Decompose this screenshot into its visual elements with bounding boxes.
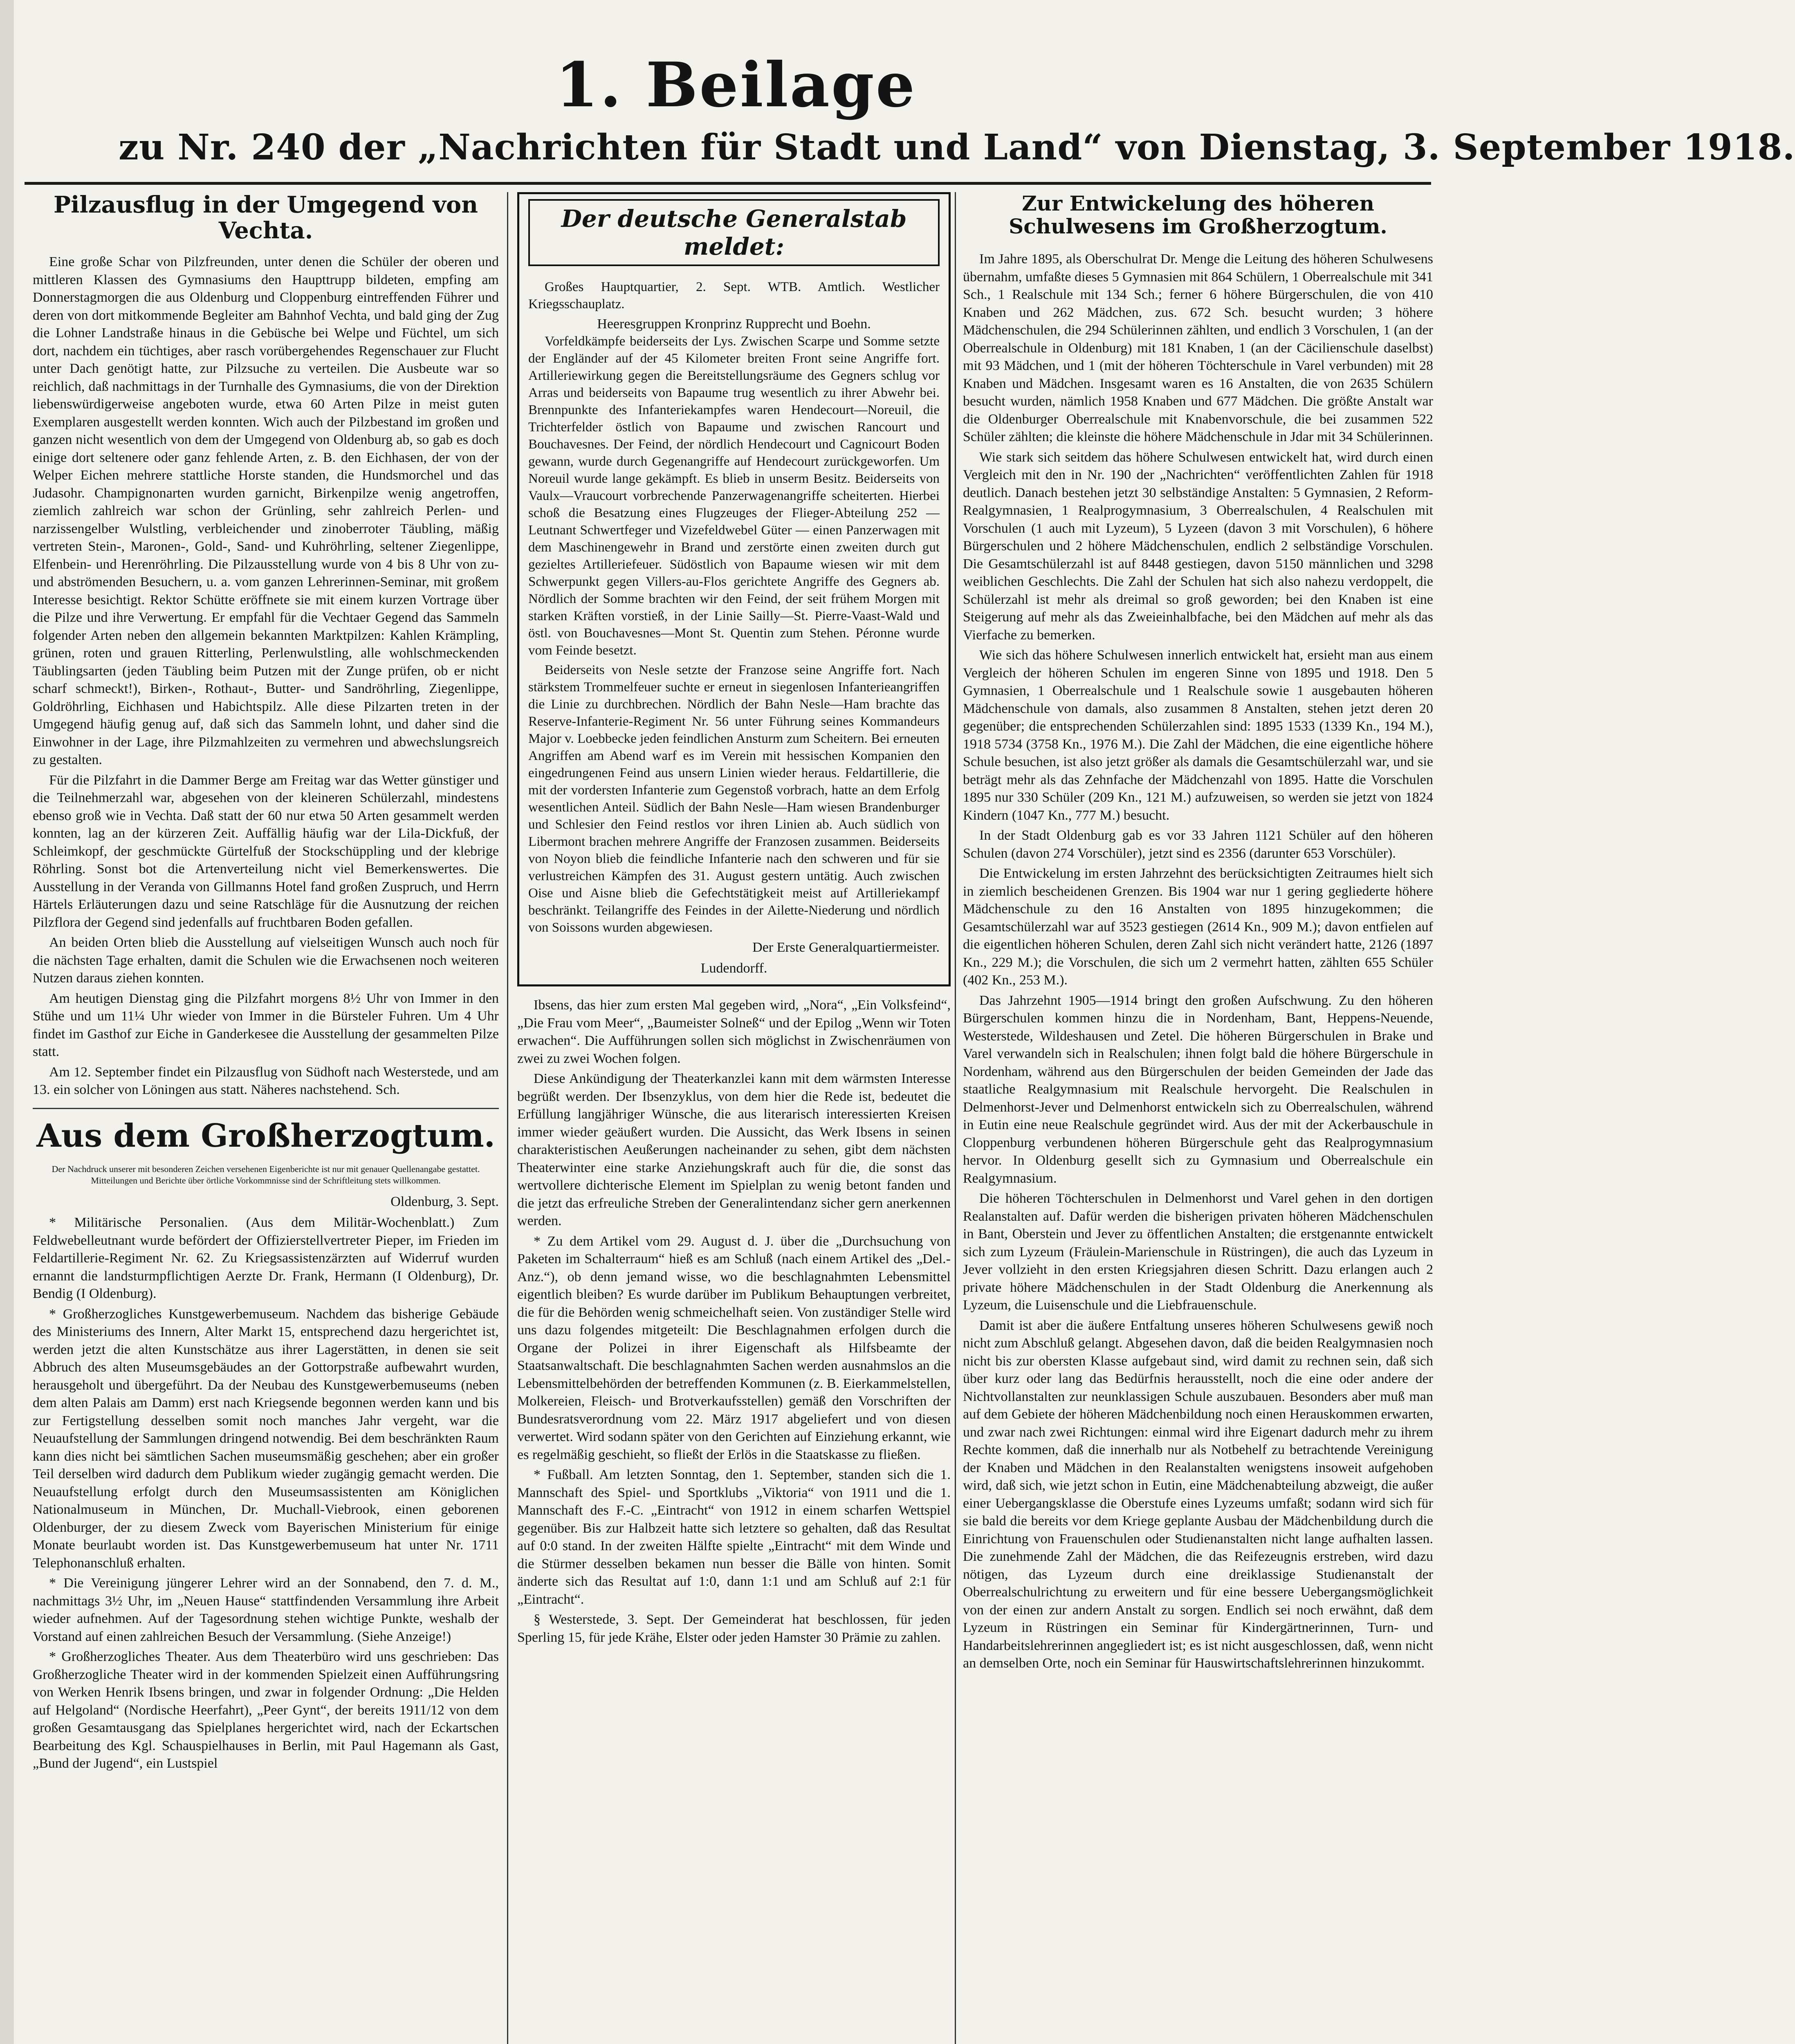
report-title: Der deutsche Generalstab meldet: bbox=[528, 199, 940, 266]
report-paragraph: Großes Hauptquartier, 2. Sept. WTB. Amtlich. Westlicher Kriegsschauplatz. bbox=[528, 280, 940, 312]
article-paragraph: Im Jahre 1895, als Oberschulrat Dr. Menge die Leitung des höheren Schulwesens übernahm, umfaßte dieses 5 Gymnasien mit 864 Schülern, 1 Oberrealschule mit 341 Sch., 1 Realschule mit 134 Sch.; ferner 6 höhere Bürgerschulen, die von 410 Knaben und 262 Mädchen, zus. 672 Sch. besucht wurden; 3 höhere Mädchenschulen, die 294 Schülerinnen zählten, und endlich 3 Vorschulen, 1 (an der Oberrealschule in Oldenburg) mit 181 Knaben, 1 (an der Cäcilienschule daselbst) mit 93 Mädchen, und 1 (mit der höheren Töchterschule in Varel verbunden) mit 28 Knaben und Mädchen. Insgesamt waren es 16 Anstalten, die von 2635 Schülern besucht wurden, nämlich 1958 Knaben und 677 Mädchen. Die größte Anstalt war die Oldenburger Oberrealschule mit Knabenvorschule, die bei zusammen 522 Schüler zählten; die kleinste die höhere Mädchenschule in Jdar mit 34 Schülerinnen. bbox=[963, 251, 1433, 444]
report-paragraph: Beiderseits von Nesle setzte der Franzose seine Angriffe fort. Nach stärkstem Trommelfeuer suchte er erneut in siegenlosen Infanterieangriffen die Linie zu durchbrechen. Nördlich der Bahn Nesle—Ham brachte das Reserve-Infanterie-Regiment Nr. 56 unter Führung seines Kommandeurs Major v. Loebbecke jeden feindlichen Ansturm zum Scheitern. Bei erneuten Angriffen am Abend warf es im Verein mit hessischen Kompanien den eingedrungenen Feind aus unsern Linien wieder heraus. Feldartillerie, die mit der vordersten Infanterie zum Gegenstoß vorbrach, hatte an dem Erfolg wesentlichen Anteil. Südlich der Bahn Nesle—Ham wiesen Brandenburger und Schlesier den Feind restlos vor ihren Linien ab. Auch südlich von Libermont brachen mehrere Angriffe der Franzosen zusammen. Beiderseits von Noyon blieb die feindliche Infanterie nach den schweren und für sie verlustreichen Kämpfen des 31. August gestern untätig. Auch zwischen Oise und Aisne blieb die Gefechtstätigkeit meist auf Artilleriekampf beschränkt. Teilangriffe des Feindes in der Ailette-Niederung und nördlich von Soissons wurden abgewiesen. bbox=[528, 663, 940, 935]
article-paragraph: In der Stadt Oldenburg gab es vor 33 Jahren 1121 Schüler auf den höheren Schulen (davon 274 Vorschüler), jetzt sind es 2356 (darunter 653 Vorschüler). bbox=[963, 828, 1433, 861]
column-middle bbox=[517, 192, 951, 2044]
report-signature-title: Der Erste Generalquartiermeister. bbox=[752, 940, 940, 955]
news-item: * Großherzogliches Kunstgewerbemuseum. Nachdem das bisherige Gebäude des Ministeriums des Innern, Alter Markt 15, entsprechend dazu hergerichtet ist, werden jetzt die alten Kunstschätze aus ihrer Lagerstätten, in denen sie seit Abbruch des alten Museumsgebäudes an der Gottorpstraße aufbewahrt wurden, herausgeholt und übergeführt. Da der Neubau des Kunstgewerbemuseums (neben dem alten Palais am Damm) erst nach Kriegsende begonnen werden kann und bis zur Fertigstellung desselben somit noch manches Jahr vergeht, war die Neuaufstellung der Sammlungen dringend notwendig. Bei dem beschränkten Raum kann dies nicht bei sämtlichen Sachen museumsmäßig geschehen; aber ein großer Teil derselben wird dadurch dem Publikum wieder zugängig gemacht werden. Die Neuaufstellung erfolgt durch den Museumsassistenten am Königlichen Nationalmuseum in München, Dr. Muchall-Viebrook, einen geborenen Oldenburger, der zu diesem Zweck vom Bayerischen Ministerium für einige Monate beurlaubt worden ist. Das Kunstgewerbemuseum hat unter Nr. 1711 Telephonanschluß erhalten. bbox=[33, 1306, 499, 1571]
news-item: Diese Ankündigung der Theaterkanzlei kann mit dem wärmsten Interesse begrüßt werden. Der Ibsenzyklus, von dem hier die Rede ist, bedeutet die Erfüllung langjähriger Wünsche, die aus literarisch interessierten Kreisen immer wieder geäußert wurden. Die Aussicht, das Werk Ibsens in seinen charakteristischen Aeußerungen nacheinander zu sehen, gibt dem nächsten Theaterwinter eine starke Anziehungskraft auch für die, die sonst das wertvollere dichterische Element im Spielplan zu wenig betont fanden und die jetzt das erfreuliche Streben der Generalintendanz sicher gern anerkennen werden. bbox=[517, 1071, 951, 1228]
report-paragraph: Vorfeldkämpfe beiderseits der Lys. Zwischen Scarpe und Somme setzte der Engländer auf der 45 Kilometer breiten Front seine Angriffe fort. Artilleriewirkung gegen die Bereitstellungsräume des Gegners schlug vor Arras und beiderseits von Bapaume trug wesentlich zu ihrer Abwehr bei. Brennpunkte des Infanteriekampfes waren Hendecourt—Noreuil, die Trichterfelder östlich von Bapaume und zwischen Rancourt und Bouchavesnes. Der Feind, der nördlich Hendecourt und Cagnicourt Boden gewann, wurde durch Gegenangriffe auf Hendecourt zurückgeworfen. Um Noreuil wurde lange gekämpft. Es blieb in unserm Besitz. Beiderseits von Vaulx—Vraucourt vorbrechende Panzerwagenangriffe scheiterten. Hierbei schoß die Besatzung eines Flugzeuges der Flieger-Abteilung 252 — Leutnant Schwertfeger und Vizefeldwebel Güter — einen Panzerwagen mit dem Maschinengewehr in Brand und zerstörte einen zweiten durch gut gezieltes Artilleriefeuer. Südöstlich von Bapaume wiesen wir mit dem Schwerpunkt gegen Villers-au-Flos gerichtete Angriffe des Gegners ab. Nördlich der Somme brachten wir den Feind, der seit frühem Morgen mit starken Kräften vorstieß, in der Linie Sailly—St. Pierre-Vaast-Wald und östl. von Bouchavesnes—Mont St. Quentin zum Stehen. Péronne wurde vom Feinde besetzt. bbox=[528, 334, 940, 658]
column-right bbox=[963, 192, 1433, 2044]
article-heading-pilzausflug: Pilzausflug in der Umgegend von Vechta. bbox=[54, 191, 478, 244]
article-paragraph: Das Jahrzehnt 1905—1914 bringt den großen Aufschwung. Zu den höheren Bürgerschulen kommen hinzu die in Nordenham, Bant, Heppens-Neuende, Westerstede, Wildeshausen und Zetel. Die höheren Bürgerschulen in Brake und Varel verwandeln sich in Realschulen; ihnen folgt bald die höhere Bürgerschule in Nordenham, während aus den Bürgerschulen der beiden Gemeinden der Jade das staatliche Realgymnasium mit Realschule hervorgeht. Die Realschulen in Delmenhorst-Jever und Delmenhorst entwickeln sich zu Oberrealschulen, während in Eutin eine neue Realschule gegründet wird. Aus der mit der Ackerbauschule in Cloppenburg verbundenen höheren Bürgerschule geht das Realprogymnasium hervor. In Oldenburg gesellt sich zu Gymnasium und Oberrealschule ein Realgymnasium. bbox=[963, 993, 1433, 1186]
news-item: * Fußball. Am letzten Sonntag, den 1. September, standen sich die 1. Mannschaft des Spiel- und Sportklubs „Viktoria“ von 1911 und die 1. Mannschaft des F.-C. „Eintracht“ von 1912 in einem scharfen Wettspiel gegenüber. Bis zur Halbzeit hatte sich letztere so gehalten, daß das Resultat auf 0:0 stand. In der zweiten Hälfte spielte „Eintracht“ mit dem Winde und die Stürmer desselben bekamen nun besser die Bälle von hinten. Somit änderte sich das Resultat auf 1:0, dann 1:1 und am Schluß auf 2:1 für „Eintracht“. bbox=[517, 1467, 951, 1607]
article-paragraph: Am heutigen Dienstag ging die Pilzfahrt morgens 8½ Uhr von Immer in den Stühe und um 11¼ Uhr wieder von Immer in die Bürsteler Fuhren. Um 4 Uhr findet im Gasthof zur Eiche in Ganderkesee die Ausstellung der gesammelten Pilze statt. bbox=[33, 991, 499, 1060]
news-item: * Die Vereinigung jüngerer Lehrer wird an der Sonnabend, den 7. d. M., nachmittags 3½ Uhr, im „Neuen Hause“ stattfindenden Versammlung ihre Arbeit wieder aufnehmen. Auf der Tagesordnung stehen wichtige Punkte, weshalb der Vorstand auf einen zahlreichen Besuch der Versammlung. (Siehe Anzeige!) bbox=[33, 1576, 499, 1644]
section-rule bbox=[33, 1108, 499, 1109]
report-subheading: Heeresgruppen Kronprinz Rupprecht und Boehn. bbox=[597, 316, 871, 332]
supplement-subtitle: zu Nr. 240 der „Nachrichten für Stadt und Land“ von Dienstag, 3. September 1918. bbox=[119, 127, 1795, 168]
news-item: Ibsens, das hier zum ersten Mal gegeben wird, „Nora“, „Ein Volksfeind“, „Die Frau vom Meer“, „Baumeister Solneß“ und der Epilog „Wenn wir Toten erwachen“. Die Aufführungen sollen sich möglichst in Zwischenräumen von zwei zu zwei Wochen folgen. bbox=[517, 997, 951, 1066]
article-heading-schulwesen: Zur Entwickelung des höheren Schulwesens im Großherzogtum. bbox=[1009, 191, 1387, 238]
column-divider bbox=[955, 192, 956, 2044]
general-staff-report-box bbox=[517, 192, 951, 986]
column-left bbox=[33, 192, 499, 2044]
article-paragraph: Wie sich das höhere Schulwesen innerlich entwickelt hat, ersieht man aus einem Vergleich der höheren Schulen im engeren Sinne von 1895 und 1918. Den 5 Gymnasien, 1 Oberrealschule und 1 Realschule sowie 1 ausgebauten höheren Mädchenschule von damals, also zusammen 8 Anstalten, stehen jetzt deren 20 gegenüber; die entsprechenden Schülerzahlen sind: 1895 1533 (1339 Kn., 194 M.), 1918 5734 (3758 Kn., 1976 M.). Die Zahl der Mädchen, die eine eigentliche höhere Schule besuchen, ist also jetzt größer als damals die Gesamtschülerzahl war, und sie beträgt mehr als das Zehnfache der Mädchenzahl von 1895. Hatte die Vorschulen 1895 nur 330 Schüler (209 Kn., 121 M.) aufzuweisen, so werden sie jetzt von 1824 Kindern (1047 Kn., 777 M.) besucht. bbox=[963, 648, 1433, 823]
report-signature-name: Ludendorff. bbox=[700, 961, 767, 976]
article-paragraph: Am 12. September findet ein Pilzausflug von Südhoft nach Westerstede, und am 13. ein solcher von Löningen aus statt. Näheres nachstehend. Sch. bbox=[33, 1064, 499, 1098]
column-divider bbox=[507, 192, 508, 2044]
supplement-title: 1. Beilage bbox=[555, 49, 917, 121]
article-paragraph: An beiden Orten blieb die Ausstellung auf vielseitigen Wunsch auch noch für die nächsten Tage erhalten, damit die Schulen wie die Erwachsenen noch weiteren Nutzen daraus ziehen konnten. bbox=[33, 935, 499, 986]
news-item: * Großherzogliches Theater. Aus dem Theaterbüro wird uns geschrieben: Das Großherzogliche Theater wird in der kommenden Spielzeit einen Aufführungsring von Werken Henrik Ibsens bringen, und zwar in folgender Ordnung: „Die Helden auf Helgoland“ (Nordische Heerfahrt), „Peer Gynt“, der bereits 1911/12 von dem großen Gesamtausgang das Spielplanes hergerichtet wird, nach der Eckartschen Bearbeitung des Kgl. Schauspielhauses in Berlin, mit Paul Hagemann als Gast, „Bund der Jugend“, ein Lustspiel bbox=[33, 1649, 499, 1771]
article-paragraph: Die höheren Töchterschulen in Delmenhorst und Varel gehen in den dortigen Realanstalten auf. Dafür werden die bisherigen privaten höheren Mädchenschulen in Bant, Oberstein und Jever zu öffentlichen Anstalten; die erstgenannte entwickelt sich zum Lyzeum (Fräulein-Marienschule in Rüstringen), die auch das Lyzeum in Jever vollzieht in den ersten Kriegsjahren diesen Schritt. Dazu erlangen auch 2 private höhere Mädchenschulen in der Stadt Oldenburg die Anerkennung als Lyzeum, die Luisenschule und die Liebfrauenschule. bbox=[963, 1191, 1433, 1313]
article-paragraph: Damit ist aber die äußere Entfaltung unseres höheren Schulwesens gewiß noch nicht zum Abschluß gelangt. Abgesehen davon, daß die beiden Realgymnasien noch nicht bis zur obersten Klasse aufgebaut sind, wird damit zu rechnen sein, daß sich über kurz oder lang das Bedürfnis herausstellt, noch die eine oder andere der Nichtvollanstalten zur neunklassigen Schule auszubauen. Besonders aber muß man auf dem Gebiete der höheren Mädchenbildung noch einen Herauskommen erwarten, und zwar nach zwei Richtungen: einmal wird ihre Eigenart dadurch mehr zu ihrem Rechte kommen, daß die innerhalb nur als Notbehelf zu betrachtende Vereinigung der Knaben und Mädchen in den Realanstalten wenigstens insoweit aufgehoben wird, daß sich, wie jetzt schon in Eutin, eine Mädchenabteilung abzweigt, die außer einer Uebergangsklasse die Oberstufe eines Lyzeums umfaßt; sodann wird sich für sie bald die bereits vor dem Kriege geplante Ausbau der Mädchenbildung durch die Einrichtung von Frauenschulen oder Studienanstalten nicht lange aufhalten lassen. Die zunehmende Zahl der Mädchen, die das Reifezeugnis erstreben, wird dazu nötigen, das Lyzeum durch eine dreiklassige Studienanstalt der Oberrealschulrichtung zu erweitern und für eine bessere Uebergangsmöglichkeit von der einen zur andern Anstalt zu sorgen. Endlich sei noch erwähnt, daß dem Lyzeum in Rüstringen ein Seminar für Kindergärtnerinnen, Turn- und Handarbeitslehrerinnen angegliedert ist; es ist nicht ausgeschlossen, daß, wenn nicht an demselben Orte, noch ein Seminar für Hauswirtschaftslehrerinnen hinzukommt. bbox=[963, 1318, 1433, 1671]
article-paragraph: Wie stark sich seitdem das höhere Schulwesen entwickelt hat, wird durch einen Vergleich mit den in Nr. 190 der „Nachrichten“ veröffentlichten Zahlen für 1918 deutlich. Danach bestehen jetzt 30 selbständige Anstalten: 5 Gymnasien, 2 Reform-Realgymnasien, 1 Realprogymnasium, 3 Oberrealschulen, 4 Realschulen mit Vorschulen (1 auch mit Lyzeum), 5 Lyzeen (davon 3 mit Vorschulen), 6 höhere Bürgerschulen und 2 höhere Mädchenschulen, endlich 2 selbständige Vorschulen. Die Gesamtschülerzahl ist auf 8448 gestiegen, davon 5150 männlichen und 3298 weiblichen Geschlechts. Die Zahl der Schulen hat sich also nahezu verdoppelt, die Schülerzahl ist mehr als dreimal so groß geworden; bei den Knaben ist eine Steigerung auf mehr als das Zweieinhalbfache, bei den Mädchen auf mehr als das Vierfache zu bemerken. bbox=[963, 449, 1433, 643]
dateline: Oldenburg, 3. Sept. bbox=[390, 1194, 499, 1210]
article-paragraph: Für die Pilzfahrt in die Dammer Berge am Freitag war das Wetter günstiger und die Teilnehmerzahl war, abgesehen von der kleineren Schülerzahl, mindestens ebenso groß wie in Vechta. Daß statt der 60 nur etwa 50 Arten gesammelt werden konnten, lag an der kürzeren Zeit. Auffällig häufig war der Lila-Dickfuß, der Schleimkopf, der geschmückte Gürtelfuß der Stockschüppling und der klebrige Röhrling. Sonst bot die Artenverteilung nicht viel Bemerkenswertes. Die Ausstellung in der Veranda von Gillmanns Hotel fand großen Zuspruch, und Herrn Härtels Erläuterungen dazu und seine Ratschläge für die Ausnutzung der reichen Pilzflora der Gegend sind jedenfalls auf fruchtbaren Boden gefallen. bbox=[33, 772, 499, 930]
masthead-rule bbox=[25, 182, 1431, 185]
news-item: * Militärische Personalien. (Aus dem Militär-Wochenblatt.) Zum Feldwebelleutnant wurde befördert der Offizierstellvertreter Pieper, im Frieden im Feldartillerie-Regiment Nr. 62. Zu Kriegsassistenzärzten auf Widerruf wurden ernannt die landsturmpflichtigen Aerzte Dr. Frank, Hermann (I Oldenburg), Dr. Bendig (I Oldenburg). bbox=[33, 1215, 499, 1302]
article-paragraph: Eine große Schar von Pilzfreunden, unter denen die Schüler der oberen und mittleren Klassen des Gymnasiums den Haupttrupp bildeten, empfing am Donnerstagmorgen die aus Oldenburg und Cloppenburg eintreffenden Führer und deren von dort mitkommende Begleiter am Bahnhof Vechta, und bald ging der Zug die Lohner Landstraße hinaus in die Gebüsche bei Welpe und Füchtel, um sich dort, nachdem ein tüchtiges, aber rasch vorübergehendes Regenschauer zur Flucht unter Dach genötigt hatte, zur Pilzsuche zu verteilen. Die Ausbeute war so reichlich, daß nachmittags in der Turnhalle des Gymnasiums, die von der Direktion liebenswürdigerweise angeboten wurde, etwa 60 Arten Pilze in meist guten Exemplaren ausgestellt werden konnten. Wich auch der Pilzbestand im großen und ganzen nicht wesentlich von dem der Umgegend von Oldenburg ab, so gab es doch einige dort seltenere oder ganz fehlende Arten, z. B. den Eichhasen, der von der Welper Eichen mehrere stattliche Horste standen, die Hundsmorchel und das Judasohr. Champignonarten wurden garnicht, Birkenpilze wenig angetroffen, ziemlich zahlreich war schon der Grünling, sehr zahlreich Perlen- und narzissengelber Wulstling, verbleichender und zinoberroter Täubling, mäßig vertreten Stein-, Maronen-, Gold-, Sand- und Kuhröhrling, seltener Ziegenlippe, Elfenbein- und Herenröhrling. Die Pilzausstellung wurde von 4 bis 8 Uhr von zu- und abströmenden Besuchern, u. a. vom ganzen Lehrerinnen-Seminar, mit großem Interesse besichtigt. Rektor Schütte eröffnete sie mit einem kurzen Vortrage über die Pilze und ihre Verwertung. Er empfahl für die Vechtaer Gegend das Sammeln folgender Arten neben den allgemein bekannten Marktpilzen: Kahlen Krämpling, grünen, roten und grauen Ritterling, Perlenwulstling, alle wohlschmeckenden Täublingsarten (jeden Täubling beim Putzen mit der Zunge prüfen, ob er nicht scharf schmeckt!), Birken-, Rothaut-, Butter- und Sandröhrling, Ziegenlippe, Goldröhrling, Eichhasen und Habichtspilz. Alle diese Pilzarten treten in der Umgegend häufig genug auf, daß sich das Sammeln lohnt, und daher sind die Einwohner in der Lage, ihre Pilzmahlzeiten zu vermehren und abwechslungsreich zu gestalten. bbox=[33, 254, 499, 768]
news-item: § Westerstede, 3. Sept. Der Gemeinderat hat beschlossen, für jeden Sperling 15, für jede Krähe, Elster oder jeden Hamster 30 Prämie zu zahlen. bbox=[517, 1612, 951, 1645]
article-paragraph: Die Entwickelung im ersten Jahrzehnt des berücksichtigten Zeitraumes hielt sich in ziemlich bescheidenen Grenzen. Bis 1904 war nur 1 gering gegliederte höhere Mädchenschule zu den 16 Anstalten von 1895 hinzugekommen; die Gesamtschülerzahl war auf 3523 gestiegen (2614 Kn., 909 M.); davon entfielen auf die eigentlichen höheren Schulen, deren Zahl sich nicht verändert hatte, 2126 (1897 Kn., 229 M.); die Vorschulen, die sich um 2 vermehrt hatten, zählten 655 Schüler (402 Kn., 253 M.). bbox=[963, 866, 1433, 988]
news-item: * Zu dem Artikel vom 29. August d. J. über die „Durchsuchung von Paketen im Schalterraum“ hieß es am Schluß (nach einem Artikel des „Del.-Anz.“), ob denn jemand wisse, wo die beschlagnahmten Lebensmittel eigentlich bleiben? Es wurde darüber im Publikum Behauptungen verbreitet, die für die Behörden wenig schmeichelhaft seien. Von zuständiger Stelle wird uns dazu folgendes mitgeteilt: Die Beschlagnahmen erfolgen durch die Organe der Polizei in ihrer Eigenschaft als Hilfsbeamte der Staatsanwaltschaft. Die beschlagnahmten Sachen werden ausnahmslos an die Lebensmittelbehörden der betreffenden Kommunen (z. B. Eierkammelstellen, Molkereien, Fleisch- und Brotverkaufsstellen) gemäß den Vorschriften der Bundesratsverordnung vom 22. März 1917 abgeliefert und von diesen verwertet. Wird sodann später von den Gerichten auf Einziehung erkannt, wie es regelmäßig geschieht, so fließt der Erlös in die Staatskasse zu fließen. bbox=[517, 1233, 951, 1462]
section-heading-grossherzogtum: Aus dem Großherzogtum. bbox=[36, 1117, 495, 1154]
reprint-notice: Der Nachdruck unserer mit besonderen Zeichen versehenen Eigenberichte ist nur mit genauer Quellenangabe gestattet. Mitteilungen und Berichte über örtliche Vorkommnisse sind der Schriftleitung stets willkommen. bbox=[52, 1164, 480, 1186]
page-edge bbox=[0, 0, 14, 2044]
